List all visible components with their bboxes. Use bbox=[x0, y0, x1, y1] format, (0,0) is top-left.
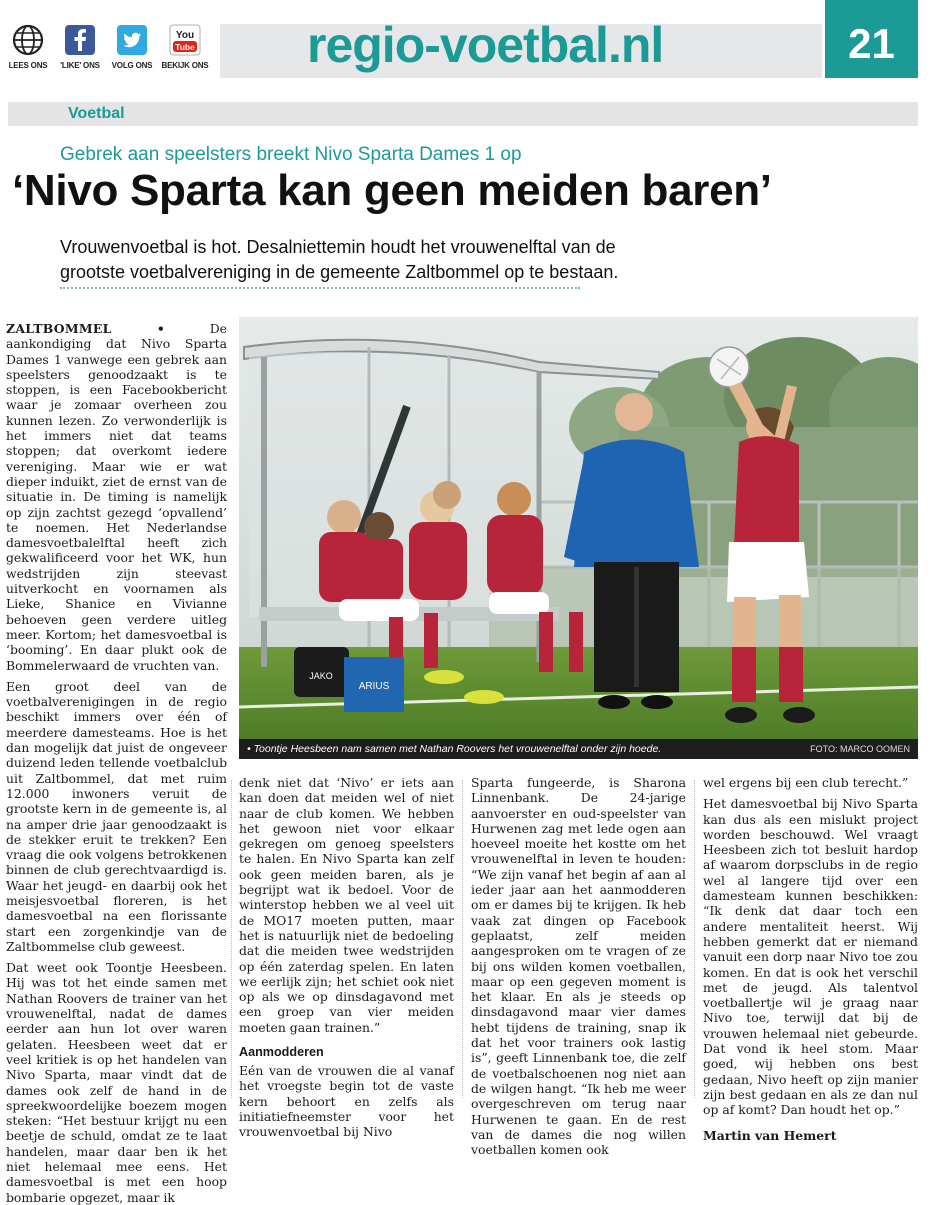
paragraph: Dat weet ook Toontje Heesbeen. Hij was tot het einde samen met Nathan Roovers de trainer van het vrouwenelftal, nadat de dames eerder aan hun lot over waren gelaten. Heesbeen weet dat er veel kritiek is op het handelen van Nivo Sparta, maar vindt dat de dames ook zelf de hand in de spreekwoordelijke boezem mogen steken: “Het bestuur krijgt nu een beetje de schuld, omdat ze te laat handelen, maar daar ben ik het niet helemaal mee eens. Het damesvoetbal is met een hoop bombarie opgezet, maar ik bbox=[6, 960, 227, 1205]
page-number: 21 bbox=[825, 0, 918, 78]
bag-label: JAKO bbox=[309, 671, 333, 681]
youtube-logo-tube: Tube bbox=[175, 42, 195, 52]
text-column-3 bbox=[471, 775, 686, 1157]
paragraph bbox=[6, 321, 227, 673]
paragraph-text: De aankondiging dat Nivo Sparta Dames 1 vanwege een gebrek aan speelsters genoodzaakt is te stoppen, is een Facebookbericht waar je zomaar overheen zou kunnen lezen. Zo verwonderlijk is het immers niet dat teams stoppen; dat overkomt iedere vereniging. Maar wie er wat dieper induikt, ziet de ernst van de situatie in. De timing is namelijk op zijn zachtst gezegd ‘opvallend’ te noemen. Het Nederlandse damesvoetbalelftal heeft zich gekwalificeerd voor het WK, hun wedstrijden zijn steevast uitverkocht en voornamen als Lieke, Shanice en Vivianne behoeven geen verdere uitleg meer. Kortom; het damesvoetbal is ‘booming’. En daar plukt ook de Bommelerwaard de vruchten van. bbox=[6, 321, 227, 673]
photo-credit: FOTO: MARCO OOMEN bbox=[810, 744, 910, 754]
column-divider bbox=[694, 780, 695, 1098]
masthead bbox=[0, 0, 937, 82]
byline: Martin van Hemert bbox=[703, 1127, 837, 1143]
column-divider bbox=[462, 780, 463, 1098]
photo-caption-bar bbox=[239, 739, 918, 759]
social-label: 'LIKE' ONS bbox=[60, 61, 100, 70]
twitter-icon bbox=[116, 24, 148, 56]
paragraph: wel ergens bij een club terecht.” bbox=[703, 775, 909, 790]
article-photo bbox=[239, 317, 918, 739]
paragraph: Sparta fungeerde, is Sharona Linnenbank. De 24-jarige aanvoerster en oud-speelster van Hurwenen zag met lede ogen aan hoeveel moeite het kostte om het vrouwenelftal in leven te houden: “We zijn vanaf het begin af aan al ieder jaar aan het aanmodderen om er dames bij te krijgen. Ik heb vaak zat dingen op Facebook geplaatst, zelf meiden aangesproken om te vragen of ze bij ons wilden komen voetballen, maar op een gegeven moment is het klaar. En als je steeds op dinsdagavond maar vier dames hebt tijdens de training, snap ik dat het voor trainers ook lastig is”, geeft Linnenbank toe, die zelf de voetbalschoenen nog niet aan de wilgen hangt. “Ik heb me weer overgeschreven om terug naar Hurwenen te gaan. En de rest van de dames die nog willen voetballen komen ook bbox=[471, 775, 686, 1158]
text-column-2 bbox=[239, 775, 454, 1140]
text-column-1 bbox=[6, 321, 227, 1205]
article-kicker: Gebrek aan speelsters breekt Nivo Sparta Dames 1 op bbox=[60, 144, 522, 165]
text-column-4 bbox=[703, 775, 918, 1143]
section-label: Voetbal bbox=[68, 105, 125, 122]
paragraph: Een groot deel van de voetbalverenigingen in de regio beschikt immers over één of meerdere damesteams. Hoe is het dan mogelijk dat juist de ongeveer duizend leden tellende voetbalclub uit Zaltbommel, dat met ruim 12.000 inwoners veruit de grootste kern in de gemeente is, al na amper drie jaar genoodzaakt is de stekker eruit te trekken? Een vraag die ook volgens betrokkenen binnen de club gerechtvaardigd is. Waar het jeugd- en daarbij ook het meisjesvoetbal floreren, is het damesvoetbal na een florissante start een zorgenkindje van de Zaltbommelse club geweest. bbox=[6, 678, 227, 954]
site-title[interactable]: regio-voetbal.nl bbox=[307, 17, 664, 73]
dateline: ZALTBOMMEL • bbox=[6, 321, 166, 336]
photo-illustration bbox=[239, 317, 918, 739]
social-label: VOLG ONS bbox=[111, 61, 153, 70]
subheading: Aanmodderen bbox=[239, 1045, 324, 1060]
youtube-logo-you: You bbox=[175, 30, 195, 41]
column-divider bbox=[231, 780, 232, 1098]
social-link-youtube[interactable] bbox=[160, 24, 210, 70]
social-link-facebook[interactable] bbox=[55, 24, 105, 70]
social-link-website[interactable] bbox=[3, 24, 53, 70]
section-bar bbox=[8, 102, 918, 126]
facebook-icon bbox=[64, 24, 96, 56]
social-label: BEKIJK ONS bbox=[161, 61, 209, 70]
photo-caption: • Toontje Heesbeen nam samen met Nathan Roovers het vrouwenelftal onder zijn hoede. bbox=[247, 743, 662, 755]
youtube-icon bbox=[169, 24, 201, 56]
social-label: LEES ONS bbox=[8, 61, 48, 70]
bin-label: ARIUS bbox=[358, 681, 390, 692]
paragraph: denk niet dat ‘Nivo’ er iets aan kan doen dat meiden wel of niet naar de club komen. We hebben het gewoon niet voor elkaar gekregen om genoeg speelsters te halen. En Nivo Sparta kan zelf ook geen meiden baren, als je begrijpt wat ik bedoel. Voor de winterstop hebben we al veel uit de MO17 moeten putten, maar het is natuurlijk niet de bedoeling dat die meiden twee wedstrijden op één zaterdag spelen. En laten we eerlijk zijn; het schiet ook niet op als we op dinsdagavond met een groep van vier meiden moeten gaan trainen.” bbox=[239, 775, 454, 1035]
paragraph: Het damesvoetbal bij Nivo Sparta kan dus als een mislukt project worden beschouwd. Wel vraagt Heesbeen zich tot besluit hardop af waarom dorpsclubs in de regio wel al langere tijd over een damesteam kunnen beschikken: “Ik denk dat daar toch een andere mentaliteit heerst. Wij hebben gemerkt dat er niemand vanuit een dorp naar Nivo toe zou komen. En dat is ook het verschil met de jeugd. Als talentvol voetballertje wil je graag naar Nivo toe, terwijl dat bij de vrouwen helemaal niet gebeurde. Dat vond ik heel stom. Maar goed, wij hebben ons best gedaan, Nivo heeft op zijn manier zijn best gedaan en als ze dan nul op af komt? Dan houdt het op.” bbox=[703, 796, 918, 1118]
social-link-twitter[interactable] bbox=[107, 24, 157, 70]
paragraph: Eén van de vrouwen die al vanaf het vroegste begin tot de vaste kern behoort en zelfs als initiatiefneemster voor het vrouwenvoetbal bij Nivo bbox=[239, 1063, 454, 1140]
article-headline: ‘Nivo Sparta kan geen meiden baren’ bbox=[12, 166, 772, 215]
divider bbox=[60, 287, 580, 289]
article-intro: Vrouwenvoetbal is hot. Desalniettemin houdt het vrouwenelftal van de grootste voetbalvereniging in de gemeente Zaltbommel op te bestaan. bbox=[60, 237, 619, 282]
globe-icon bbox=[12, 24, 44, 56]
